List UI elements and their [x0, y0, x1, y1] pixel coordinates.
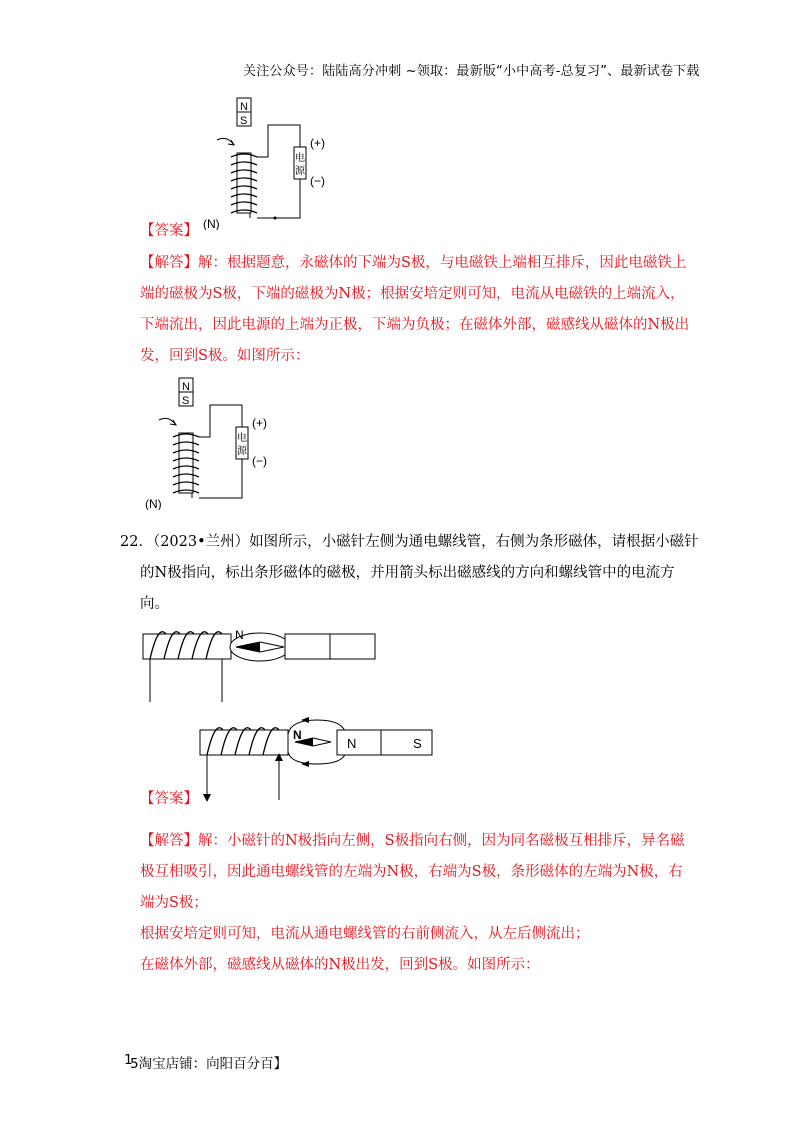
answer-label-1: 【答案】	[140, 223, 198, 239]
analysis-tag: 【解答】	[140, 833, 198, 849]
pole-n-label: (N)	[203, 217, 220, 230]
bar-s-label: S	[413, 736, 422, 751]
wire-bottom	[257, 179, 300, 218]
answer-label-2: 【答案】	[140, 791, 198, 807]
figure-electromagnet-answer	[142, 375, 292, 510]
page-header: 关注公众号：陆陆高分冲刺 ~领取：最新版“小中高考-总复习”、最新试卷下载	[243, 64, 700, 79]
needle-n-label: N	[235, 628, 244, 642]
bar-n-label: N	[347, 736, 357, 751]
figure-solenoid-question	[138, 622, 383, 712]
svg-text:(−): (−)	[252, 454, 267, 468]
needle-n-label: N	[293, 728, 302, 742]
svg-text:N: N	[182, 381, 190, 393]
footer-text: 5淘宝店铺：向阳百分百】	[130, 1056, 288, 1072]
source-label-1: 电	[295, 153, 305, 164]
figure-solenoid-answer	[195, 712, 440, 807]
figure-electromagnet-question	[200, 95, 350, 230]
magnet-s-label: S	[240, 115, 248, 127]
minus-label: (−)	[310, 174, 325, 188]
magnet-n-label: N	[240, 101, 248, 113]
svg-text:源: 源	[237, 446, 247, 457]
svg-text:S: S	[182, 395, 190, 407]
current-arrow-out	[203, 794, 211, 802]
svg-text:(N): (N)	[145, 497, 162, 510]
svg-text:(+): (+)	[252, 416, 267, 430]
answer-analysis-2: 【解答】解：小磁针的N极指向左侧，S极指向右侧，因为同名磁极互相排斥，异名磁 极互相吸引，因此通电螺线管的左端为N极，右端为S极，条形磁体的左端为N极，右 端为S极； 根据安培定则可知，电流从通电螺线管的右前侧流入，从左后侧流出； 在磁体外部，磁感线从磁体的N极出发，回到S极。如图所示：	[140, 833, 685, 973]
plus-label: (+)	[310, 136, 325, 150]
question-22: 22．（2023•兰州）如图所示，小磁针左侧为通电螺线管，右侧为条形磁体，请根据小磁针 的N极指向，标出条形磁体的磁极，并用箭头标出磁感线的方向和螺线管中的电流方 向。	[120, 534, 699, 612]
answer-analysis-1: 【解答】解：根据题意，永磁体的下端为S极，与电磁铁上端相互排斥，因此电磁铁上 端的磁极为S极，下端的磁极为N极；根据安培定则可知，电流从电磁铁的上端流入， 下端流出，因此电源的上端为正极，下端为负极；在磁体外部，磁感线从磁体的N极出 发，回到S极。如图所示：	[140, 255, 690, 364]
analysis-tag: 【解答】	[140, 255, 198, 271]
svg-text:电: 电	[237, 433, 247, 444]
page-number: 1	[124, 1052, 133, 1068]
source-label-2: 源	[295, 166, 305, 177]
